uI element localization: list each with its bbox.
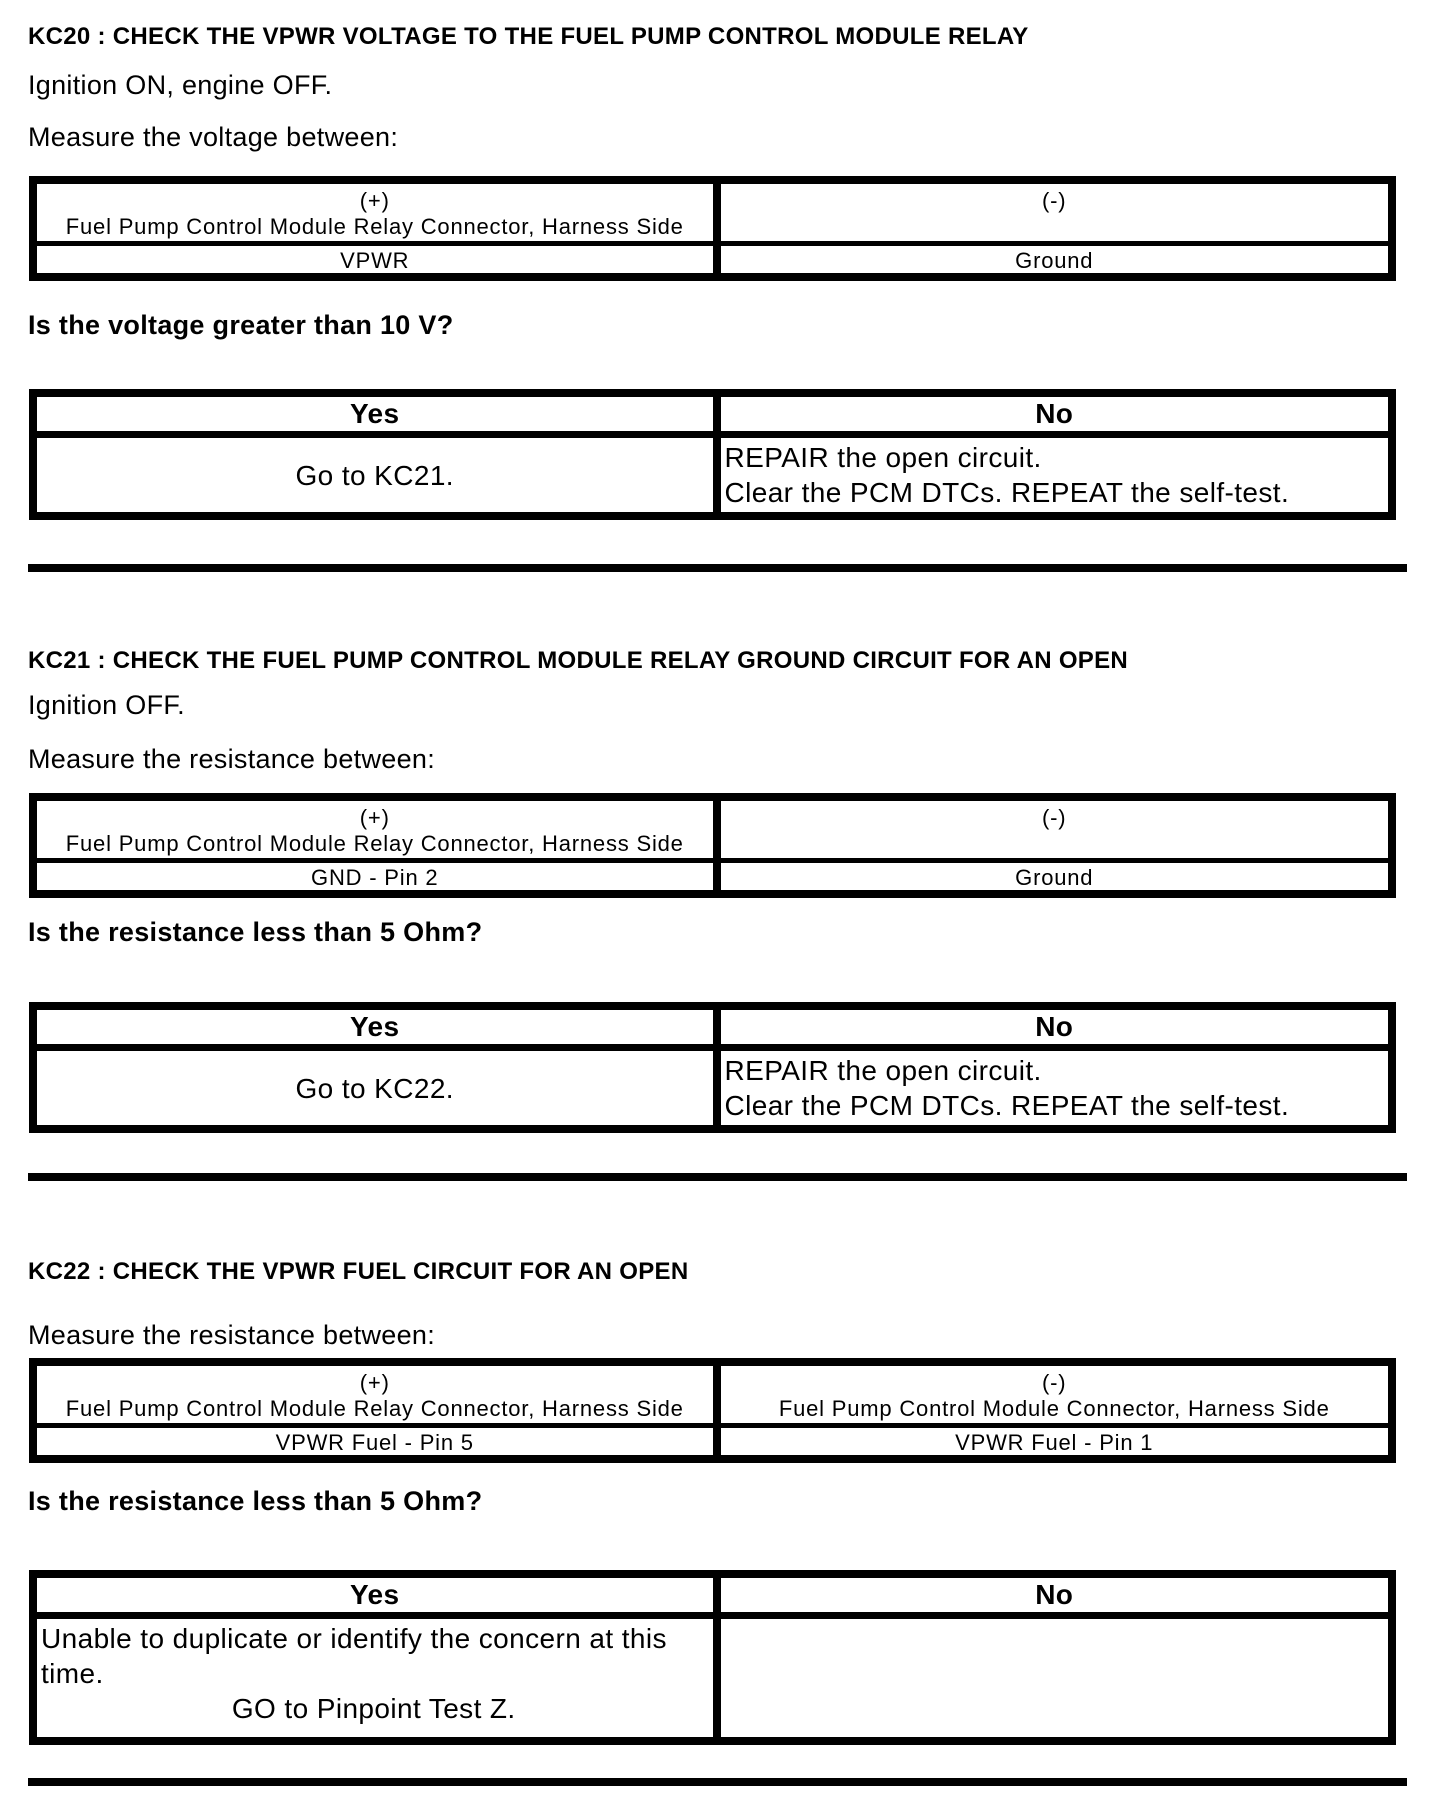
test-question: Is the resistance less than 5 Ohm? xyxy=(28,917,483,947)
test-question: Is the voltage greater than 10 V? xyxy=(28,310,454,340)
decision-table-body-row xyxy=(37,1051,1388,1125)
step-heading: KC21 : CHECK THE FUEL PUMP CONTROL MODULE RELAY GROUND CIRCUIT FOR AN OPEN xyxy=(28,647,1129,674)
pinpoint-test-step-kc22 xyxy=(0,1255,1440,1786)
measurement-table-value-row xyxy=(37,246,1388,273)
positive-connector-label: Fuel Pump Control Module Relay Connector, Harness Side xyxy=(65,214,684,239)
no-header: No xyxy=(713,1578,1389,1612)
no-action-line: Clear the PCM DTCs. REPEAT the self-test. xyxy=(724,477,1290,508)
yes-action: Go to KC22. xyxy=(295,1072,454,1104)
measurement-table-value-row xyxy=(37,1428,1388,1455)
decision-table xyxy=(29,1002,1396,1133)
yes-header: Yes xyxy=(350,398,400,429)
pinpoint-test-step-kc21 xyxy=(0,644,1440,1181)
no-action-line: Clear the PCM DTCs. REPEAT the self-test. xyxy=(724,1090,1290,1121)
negative-connector-label: Fuel Pump Control Module Connector, Harness Side xyxy=(778,1396,1330,1421)
section-divider xyxy=(28,564,1407,572)
precondition-text: Ignition ON, engine OFF. xyxy=(28,70,333,100)
decision-table-header-row xyxy=(37,1010,1388,1051)
negative-header-cell xyxy=(713,184,1389,241)
positive-connector-label: Fuel Pump Control Module Relay Connector, Harness Side xyxy=(65,831,684,856)
negative-header-cell xyxy=(713,801,1389,858)
positive-header-cell xyxy=(37,1366,713,1423)
no-action xyxy=(713,438,1389,512)
decision-table xyxy=(29,1570,1396,1745)
positive-polarity-label: (+) xyxy=(359,805,390,830)
decision-table xyxy=(29,389,1396,520)
measurement-table-header-row xyxy=(37,1366,1388,1428)
no-action xyxy=(713,1619,1389,1737)
positive-header-cell xyxy=(37,184,713,241)
measurement-table xyxy=(29,1358,1396,1463)
measure-instruction: Measure the voltage between: xyxy=(28,122,399,152)
negative-point-cell: VPWR Fuel - Pin 1 xyxy=(713,1428,1389,1455)
yes-action-text: GO to Pinpoint Test Z. xyxy=(231,1693,516,1724)
no-header: No xyxy=(713,1010,1389,1044)
precondition-text: Ignition OFF. xyxy=(28,690,185,720)
no-action-line: REPAIR the open circuit. xyxy=(724,442,1042,473)
measurement-table xyxy=(29,176,1396,281)
negative-polarity-label: (-) xyxy=(1042,188,1067,213)
section-divider xyxy=(28,1173,1407,1181)
negative-header-cell xyxy=(713,1366,1389,1423)
no-action-line: REPAIR the open circuit. xyxy=(724,1055,1042,1086)
positive-connector-label: Fuel Pump Control Module Relay Connector, Harness Side xyxy=(65,1396,684,1421)
measure-instruction: Measure the resistance between: xyxy=(28,744,436,774)
yes-header: Yes xyxy=(350,1579,400,1610)
negative-point-cell: Ground xyxy=(713,863,1389,890)
yes-action xyxy=(37,1619,713,1737)
negative-point-cell: Ground xyxy=(713,246,1389,273)
yes-action: Go to KC21. xyxy=(295,459,454,491)
measurement-table-header-row xyxy=(37,801,1388,863)
measurement-table-value-row xyxy=(37,863,1388,890)
measurement-table-header-row xyxy=(37,184,1388,246)
negative-polarity-label: (-) xyxy=(1042,805,1067,830)
measurement-table xyxy=(29,793,1396,898)
positive-polarity-label: (+) xyxy=(359,1370,390,1395)
negative-polarity-label: (-) xyxy=(1042,1370,1067,1395)
decision-table-body-row xyxy=(37,1619,1388,1737)
test-question: Is the resistance less than 5 Ohm? xyxy=(28,1486,483,1516)
decision-table-header-row xyxy=(37,1578,1388,1619)
no-action xyxy=(713,1051,1389,1125)
step-heading: KC22 : CHECK THE VPWR FUEL CIRCUIT FOR AN OPEN xyxy=(28,1258,689,1285)
positive-header-cell xyxy=(37,801,713,858)
positive-point-cell: GND - Pin 2 xyxy=(311,865,439,890)
measure-instruction: Measure the resistance between: xyxy=(28,1320,436,1350)
positive-point-cell: VPWR xyxy=(340,248,410,273)
positive-point-cell: VPWR Fuel - Pin 5 xyxy=(275,1430,474,1455)
pinpoint-test-step-kc20 xyxy=(0,20,1440,572)
section-divider xyxy=(28,1778,1407,1786)
no-header: No xyxy=(713,397,1389,431)
decision-table-header-row xyxy=(37,397,1388,438)
yes-result-text: Unable to duplicate or identify the concern at this time. xyxy=(41,1623,667,1689)
decision-table-body-row xyxy=(37,438,1388,512)
yes-header: Yes xyxy=(350,1011,400,1042)
step-heading: KC20 : CHECK THE VPWR VOLTAGE TO THE FUEL PUMP CONTROL MODULE RELAY xyxy=(28,23,1029,50)
positive-polarity-label: (+) xyxy=(359,188,390,213)
